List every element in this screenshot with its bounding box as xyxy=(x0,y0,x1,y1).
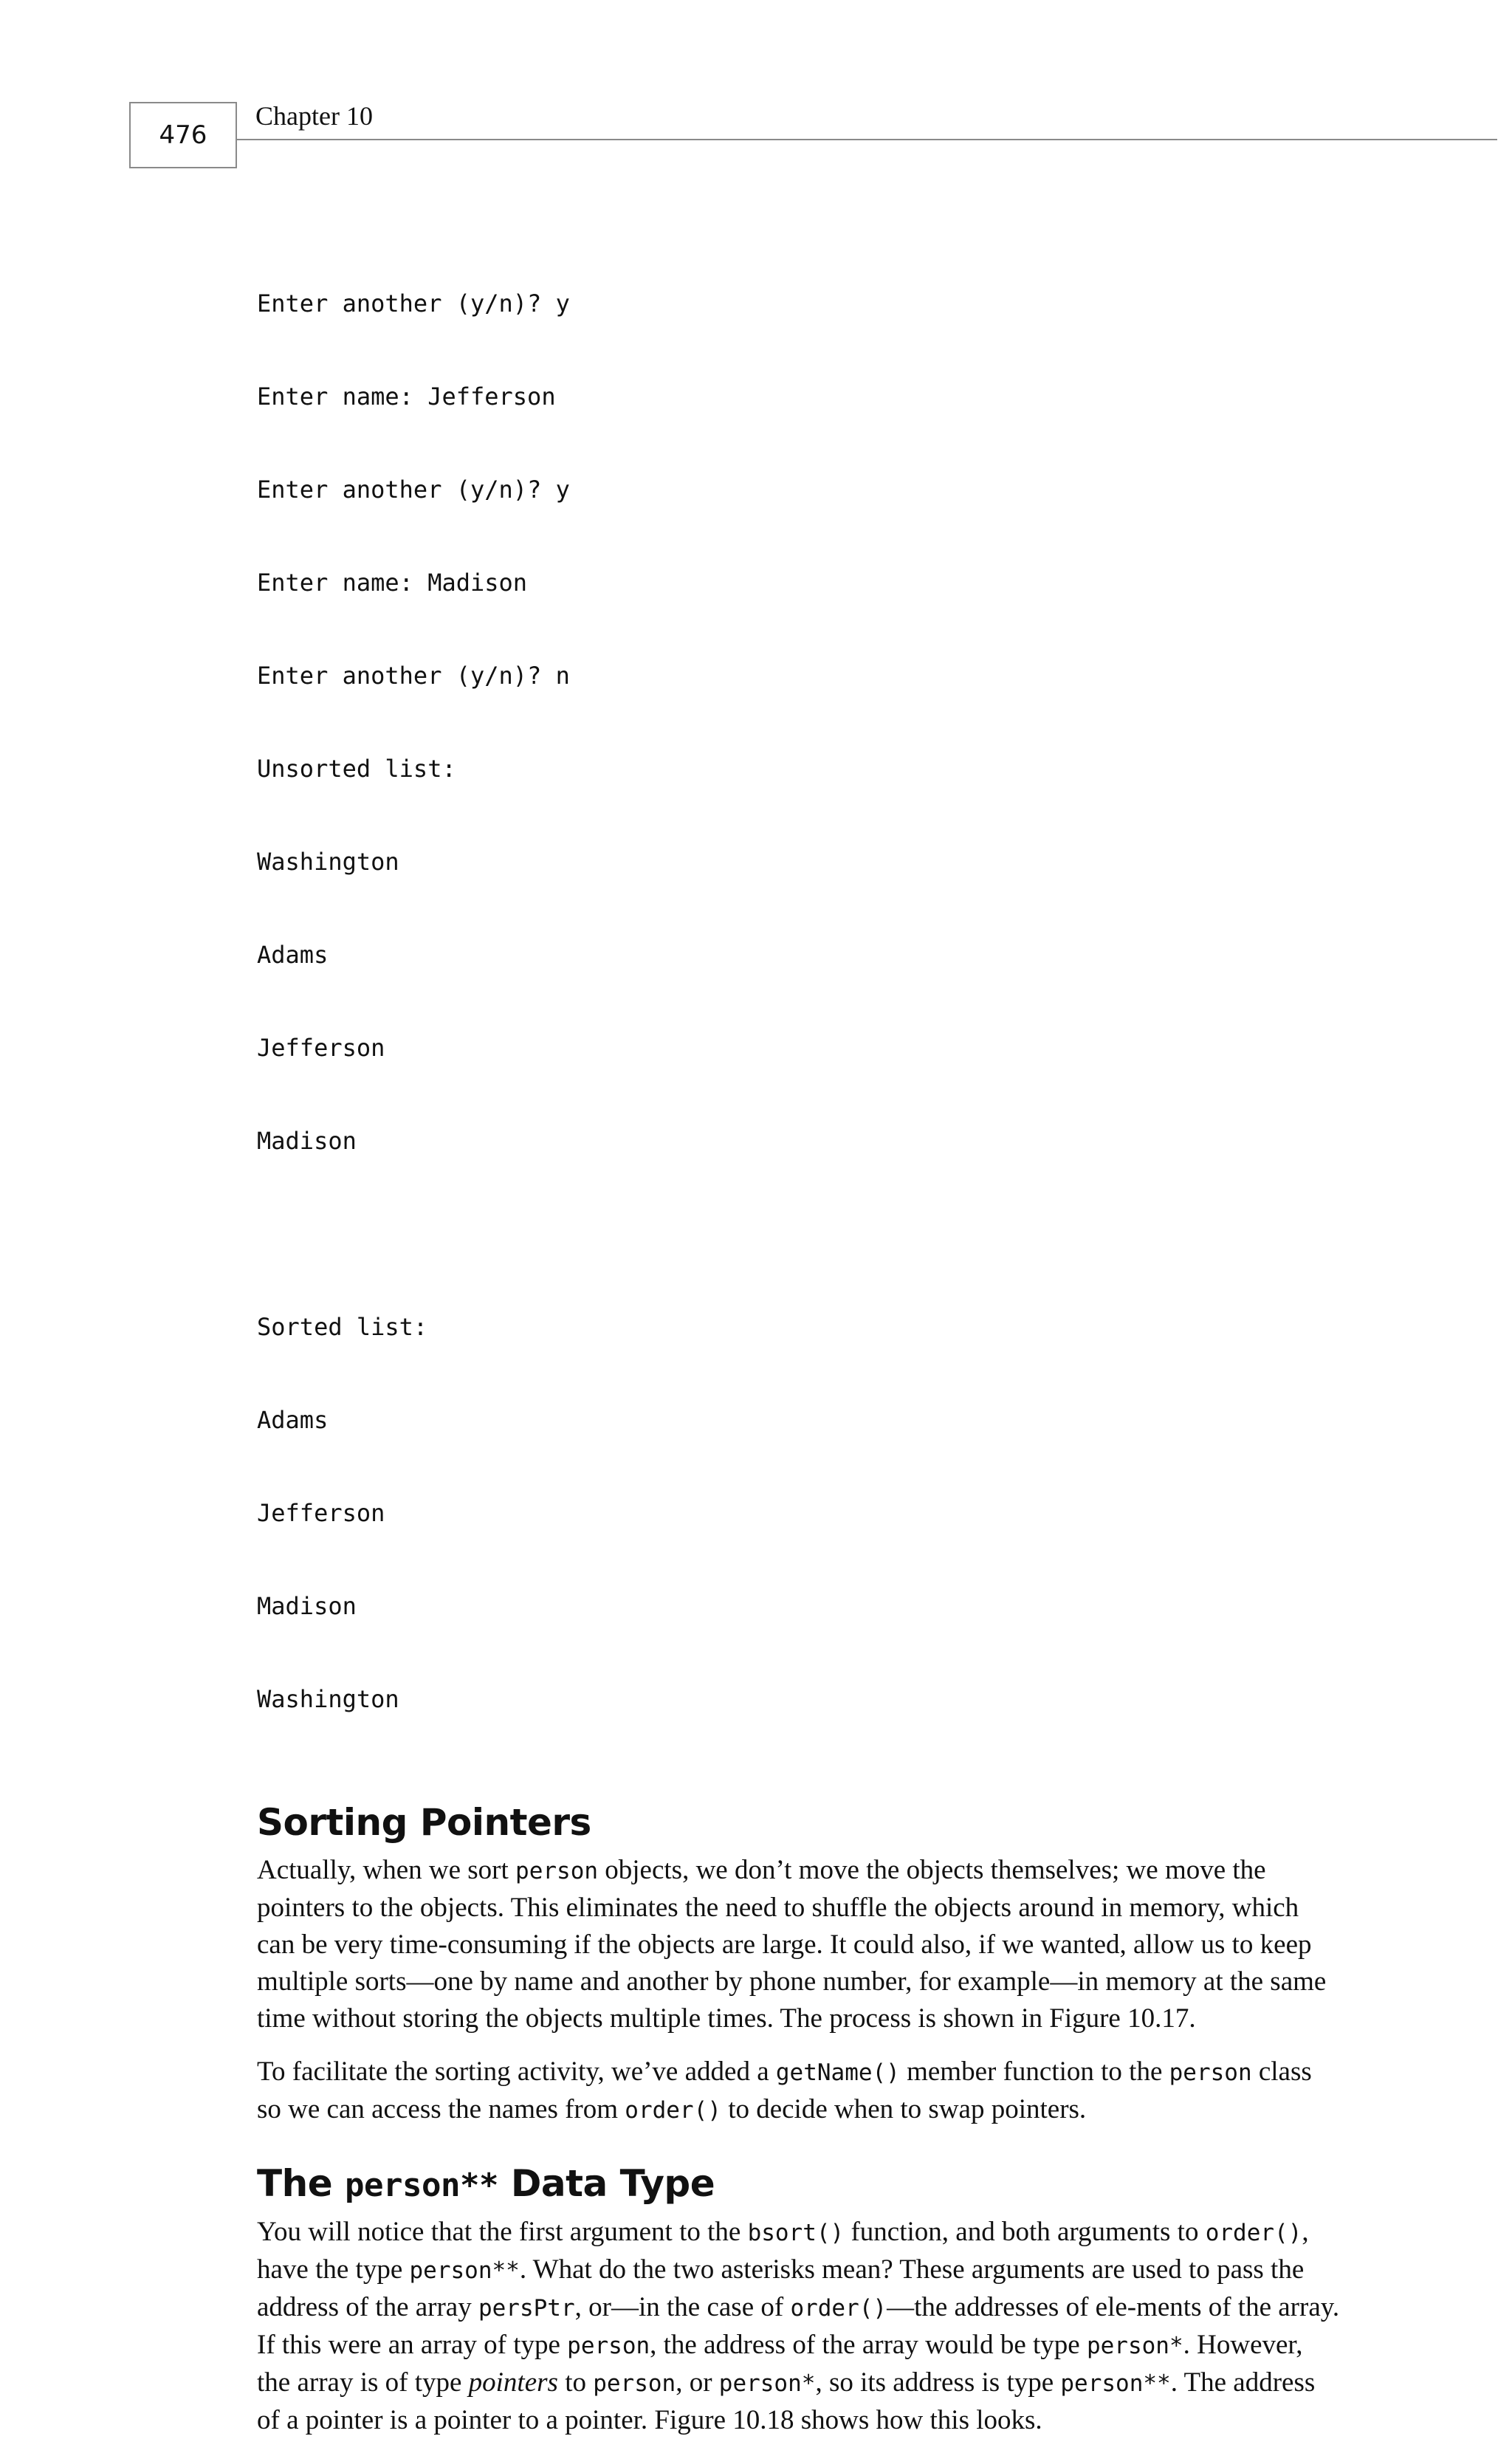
console-output xyxy=(257,226,1342,1777)
text-run: , the address of the array would be type xyxy=(650,2330,1087,2360)
heading-code: person** xyxy=(345,2167,498,2204)
text-run: to xyxy=(557,2367,594,2398)
text-run: , or xyxy=(676,2367,719,2398)
text-run: , so its address is type xyxy=(815,2367,1061,2398)
console-line: Sorted list: xyxy=(257,1313,428,1341)
inline-code: person xyxy=(1169,2059,1252,2086)
console-line: Enter another (y/n)? y xyxy=(257,476,570,504)
console-line: Enter another (y/n)? n xyxy=(257,662,570,690)
text-run: To facilitate the sorting activity, we’ve added a xyxy=(257,2056,776,2087)
inline-code: persPtr xyxy=(478,2295,575,2322)
console-line: Jefferson xyxy=(257,1499,385,1527)
inline-code: person** xyxy=(1060,2370,1171,2397)
console-line: Unsorted list: xyxy=(257,755,456,783)
inline-code: person xyxy=(593,2370,676,2397)
inline-code: person* xyxy=(1086,2333,1183,2359)
heading-text: The xyxy=(257,2162,346,2205)
console-line: Madison xyxy=(257,1127,357,1155)
text-run: objects, we don’t move the objects themselves; we move the pointers to the objects. This eliminates the need to shuffle the objects around in memory, which can be very time-consuming if the objects are large. It could also, if we wanted, allow us to keep multiple sorts—one by name and another by phone number, for example—in memory at the same time without storing the objects multiple times. The process is shown in Figure 10.17. xyxy=(257,1855,1327,2034)
text-run: , or—in the case of xyxy=(574,2292,791,2322)
text-run: . The address of a pointer is a pointer to a pointer. Figure 10.18 shows how this looks. xyxy=(257,2367,1316,2435)
emphasis-text: pointers xyxy=(468,2367,558,2398)
inline-code: bsort() xyxy=(747,2220,845,2246)
text-run: . What do the two asterisks mean? These arguments are used to pass the address of the array xyxy=(257,2254,1305,2322)
text-run: Actually, when we sort xyxy=(257,1855,516,1885)
text-run: You will notice that the first argument to the xyxy=(257,2217,748,2247)
inline-code: person xyxy=(567,2333,650,2359)
console-line: Adams xyxy=(257,1406,329,1434)
inline-code: order() xyxy=(625,2097,721,2124)
text-run: member function to the xyxy=(899,2056,1169,2087)
text-run: to decide when to swap pointers. xyxy=(721,2094,1087,2124)
console-line: Enter another (y/n)? y xyxy=(257,289,570,318)
inline-code: getName() xyxy=(775,2059,900,2086)
header-rule xyxy=(237,139,1497,140)
chapter-label: Chapter 10 xyxy=(255,101,373,131)
text-run: function, and both arguments to xyxy=(844,2217,1206,2247)
console-line: Washington xyxy=(257,848,399,876)
inline-code: person xyxy=(515,1858,599,1884)
text-run: , have the type xyxy=(257,2217,1309,2285)
text-run: . However, the array is of type xyxy=(257,2330,1303,2398)
text-run: —the addresses of ele-ments of the array. If this were an array of type xyxy=(257,2292,1340,2360)
page-content xyxy=(257,226,1342,2439)
paragraph-sorting-pointers xyxy=(257,1852,1342,2037)
console-line: Adams xyxy=(257,941,329,969)
console-line: Jefferson xyxy=(257,1034,385,1062)
inline-code: order() xyxy=(1205,2220,1302,2246)
console-line: Enter name: Jefferson xyxy=(257,383,556,411)
section-heading-person-data-type xyxy=(257,2160,1342,2209)
console-line: Madison xyxy=(257,1592,357,1620)
inline-code: order() xyxy=(790,2295,887,2322)
console-blank-line xyxy=(257,1218,1342,1249)
paragraph-getname xyxy=(257,2054,1342,2129)
text-run: class so we can access the names from xyxy=(257,2056,1312,2124)
section-heading-sorting-pointers: Sorting Pointers xyxy=(257,1801,591,1844)
paragraph-person-data-type xyxy=(257,2214,1342,2439)
inline-code: person* xyxy=(718,2370,816,2397)
console-line: Enter name: Madison xyxy=(257,569,528,597)
inline-code: person** xyxy=(409,2257,520,2284)
heading-text: Data Type xyxy=(498,2162,715,2205)
page-number: 476 xyxy=(129,102,237,168)
console-line: Washington xyxy=(257,1685,399,1713)
